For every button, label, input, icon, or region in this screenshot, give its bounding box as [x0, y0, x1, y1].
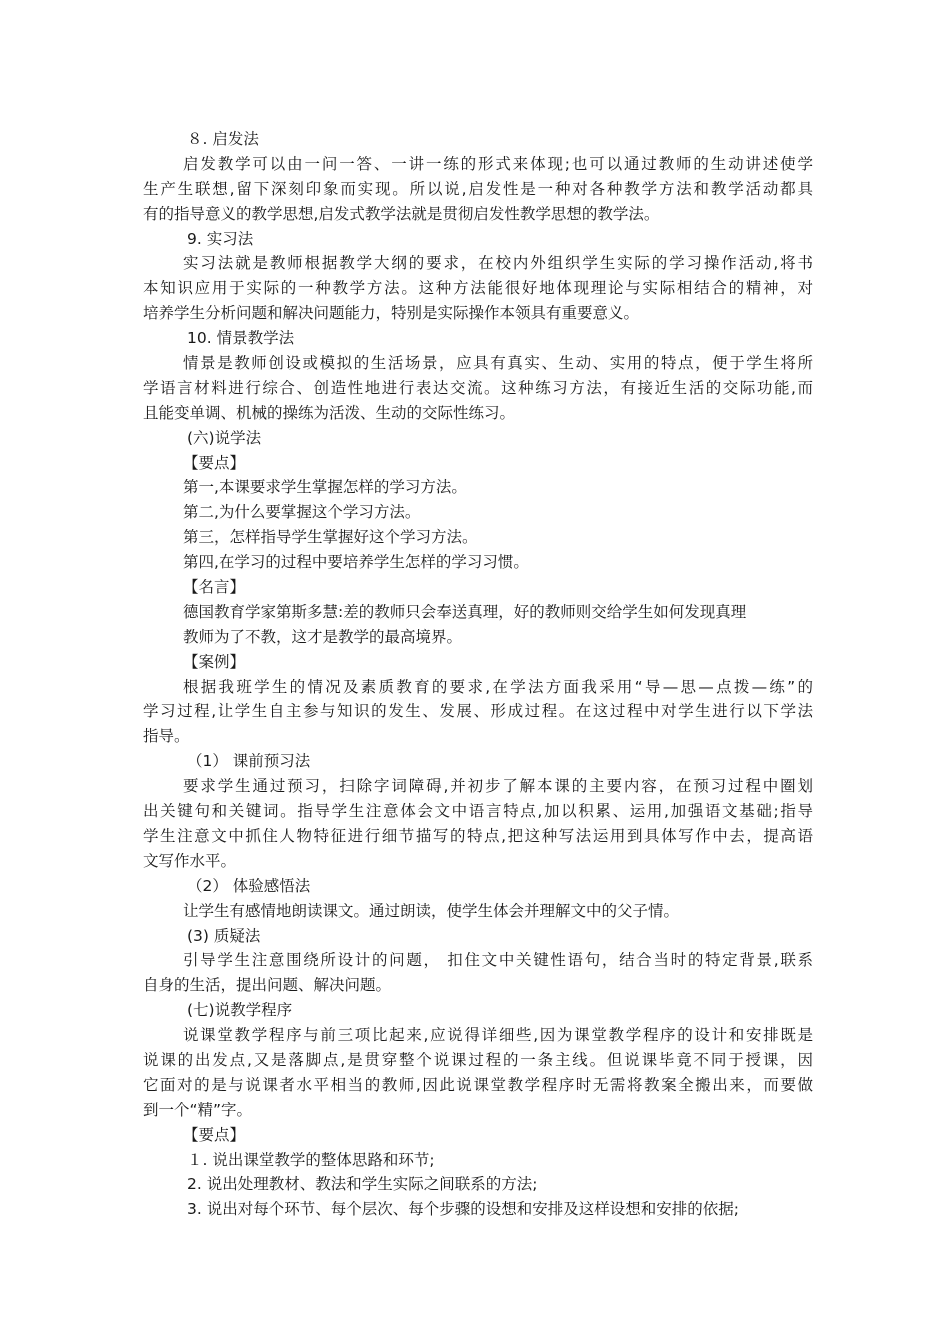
text-line: 说课的出发点,又是落脚点,是贯穿整个说课过程的一条主线。但说课毕竟不同于授课，因 [143, 1050, 813, 1069]
section-heading: 9. 实习法 [187, 229, 254, 248]
text-line: 引导学生注意围绕所设计的问题， 扣住文中关键性语句，结合当时的特定背景,联系 [183, 951, 813, 970]
text-line: 说课堂教学程序与前三项比起来,应说得详细些,因为课堂教学程序的设计和安排既是 [183, 1026, 813, 1045]
text-line: 根据我班学生的情况及素质教育的要求,在学法方面我采用“导—思—点拨—练”的 [183, 677, 813, 696]
section-heading: 3. 说出对每个环节、每个层次、每个步骤的设想和安排及这样设想和安排的依据; [187, 1200, 739, 1219]
section-heading: １. 说出课堂教学的整体思路和环节; [187, 1150, 435, 1169]
text-line: 实习法就是教师根据教学大纲的要求，在校内外组织学生实际的学习操作活动,将书 [183, 254, 813, 273]
text-line: 且能变单调、机械的操练为活泼、生动的交际性练习。 [143, 403, 516, 422]
text-line: 启发教学可以由一问一答、一讲一练的形式来体现;也可以通过教师的生动讲述使学 [183, 154, 813, 173]
section-heading: ８. 启发法 [187, 130, 259, 148]
section-heading: (七)说教学程序 [187, 1001, 293, 1020]
text-line: 文写作水平。 [143, 851, 237, 870]
section-heading: （2） 体验感悟法 [187, 876, 311, 895]
document-body [143, 127, 813, 1222]
text-line: 要求学生通过预习，扫除字词障碍,并初步了解本课的主要内容，在预习过程中圈划 [183, 777, 813, 796]
text-line: 【案例】 [183, 652, 246, 671]
text-line: 第四,在学习的过程中要培养学生怎样的学习习惯。 [183, 553, 529, 572]
section-heading: 10. 情景教学法 [187, 329, 295, 348]
text-line: 自身的生活，提出问题、解决问题。 [143, 976, 392, 995]
text-line: 【要点】 [183, 453, 246, 472]
section-heading: (六)说学法 [187, 428, 262, 447]
text-line: 学习过程,让学生自主参与知识的发生、发展、形成过程。在这过程中对学生进行以下学法 [143, 702, 813, 721]
text-line: 它面对的是与说课者水平相当的教师,因此说课堂教学程序时无需将教案全搬出来，而要做 [143, 1075, 813, 1094]
text-line: 指导。 [143, 727, 190, 746]
text-line: 本知识应用于实际的一种教学方法。这种方法能很好地体现理论与实际相结合的精神，对 [143, 279, 813, 298]
text-line: 【名言】 [183, 578, 246, 597]
text-line: 第三，怎样指导学生掌握好这个学习方法。 [183, 528, 478, 547]
text-line: 生产生联想,留下深刻印象而实现。所以说,启发性是一种对各种教学方法和教学活动都具 [143, 179, 813, 198]
text-line: 到一个“精”字。 [143, 1100, 253, 1119]
text-line: 有的指导意义的教学思想,启发式教学法就是贯彻启发性教学思想的教学法。 [143, 204, 660, 223]
text-line: 培养学生分析问题和解决问题能力，特别是实际操作本领具有重要意义。 [143, 304, 640, 323]
section-heading: 2. 说出处理教材、教法和学生实际之间联系的方法; [187, 1175, 538, 1194]
text-line: 教师为了不教，这才是教学的最高境界。 [183, 627, 463, 646]
text-line: 出关键句和关键词。指导学生注意体会文中语言特点,加以积累、运用,加强语文基础;指导 [143, 802, 813, 821]
text-line: 【要点】 [183, 1125, 246, 1144]
text-line: 第二,为什么要掌握这个学习方法。 [183, 503, 421, 522]
text-line: 让学生有感情地朗读课文。通过朗读，使学生体会并理解文中的父子情。 [183, 901, 680, 920]
section-heading: （1） 课前预习法 [187, 752, 311, 771]
section-heading: (3) 质疑法 [187, 926, 261, 945]
text-line: 情景是教师创设或模拟的生活场景，应具有真实、生动、实用的特点，便于学生将所 [183, 354, 813, 373]
text-line: 学生注意文中抓住人物特征进行细节描写的特点,把这种写法运用到具体写作中去，提高语 [143, 826, 813, 845]
text-line: 学语言材料进行综合、创造性地进行表达交流。这种练习方法，有接近生活的交际功能,而 [143, 378, 813, 397]
text-line: 第一,本课要求学生掌握怎样的学习方法。 [183, 478, 467, 497]
text-line: 德国教育学家第斯多慧:差的教师只会奉送真理，好的教师则交给学生如何发现真理 [183, 602, 747, 621]
